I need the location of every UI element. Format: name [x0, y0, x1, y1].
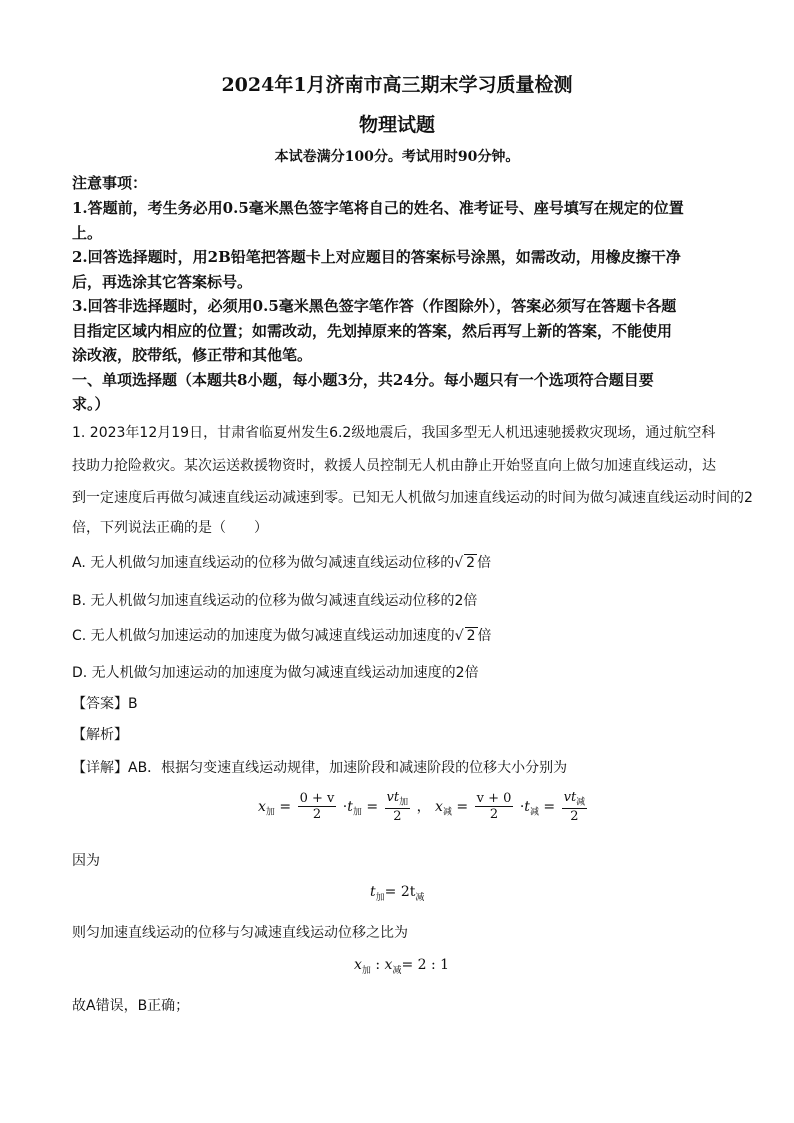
- detail-text: 【详解】AB．根据匀变速直线运动规律，加速阶段和减速阶段的位移大小分别为: [72, 760, 568, 776]
- option-a-tail: 倍: [477, 555, 492, 571]
- section-heading-b: 求。）: [72, 395, 110, 413]
- option-c: [72, 625, 492, 645]
- equation-ratio: $x_加$ : $x_减= 2$ : 1: [354, 957, 450, 976]
- equation-displacements: $x_加$ = $\frac{0 + v}{2}$ $\cdot t_加$ = $\frac{vt_加}{2}$ ， $x_减$ = $\frac{v + 0}{2}$ $\cdot t_减$ = $\frac{vt_减}{2}$: [258, 790, 586, 824]
- question-stem-d: 倍，下列说法正确的是（ ）: [72, 520, 268, 536]
- answer-label: 【答案】B: [72, 696, 138, 712]
- equation-time-relation: $t_加= 2t_减$: [370, 884, 425, 903]
- notice-item-1a: 1.答题前，考生务必用0.5毫米黑色签字笔将自己的姓名、准考证号、座号填写在规定的位置: [72, 199, 684, 217]
- score-note: 本试卷满分100分。考试用时90分钟。: [274, 149, 520, 165]
- question-stem-a: 1. 2023年12月19日，甘肃省临夏州发生6.2级地震后，我国多型无人机迅速驰援救灾现场，通过航空科: [72, 425, 716, 441]
- option-b: B. 无人机做匀加速直线运动的位移为做匀减速直线运动位移的2倍: [72, 593, 478, 609]
- option-a-radicand: 2: [466, 555, 476, 571]
- option-c-radicand: 2: [466, 628, 476, 644]
- option-a-text: A. 无人机做匀加速直线运动的位移为做匀减速直线运动位移的: [72, 555, 455, 571]
- option-c-tail: 倍: [477, 628, 492, 644]
- notice-item-3c: 涂改液，胶带纸，修正带和其他笔。: [72, 346, 313, 364]
- option-a: [72, 552, 491, 572]
- ratio-text: 则匀加速直线运动的位移与匀减速直线运动位移之比为: [72, 925, 408, 941]
- notice-item-3a: 3.回答非选择题时，必须用0.5毫米黑色签字笔作答（作图除外），答案必须写在答题卡各题: [72, 297, 677, 315]
- sqrt-icon: √: [454, 628, 464, 644]
- exam-subtitle: 物理试题: [358, 114, 435, 136]
- option-c-text: C. 无人机做匀加速运动的加速度为做匀减速直线运动加速度的: [72, 628, 455, 644]
- sqrt-icon: √: [454, 555, 464, 571]
- notice-item-1b: 上。: [72, 224, 103, 242]
- question-stem-c: 到一定速度后再做匀减速直线运动减速到零。已知无人机做匀加速直线运动的时间为做匀减速直线运动时间的2: [72, 490, 753, 506]
- because-text: 因为: [72, 853, 100, 869]
- question-stem-b: 技助力抢险救灾。某次运送救援物资时，救援人员控制无人机由静止开始竖直向上做匀加速直线运动，达: [72, 458, 716, 474]
- option-d: D. 无人机做匀加速运动的加速度为做匀减速直线运动加速度的2倍: [72, 665, 479, 681]
- notice-item-2b: 后，再选涂其它答案标号。: [72, 273, 253, 291]
- notice-item-3b: 目指定区域内相应的位置；如需改动，先划掉原来的答案，然后再写上新的答案，不能使用: [72, 322, 673, 340]
- section-heading-a: 一、单项选择题（本题共8小题，每小题3分，共24分。每小题只有一个选项符合题目要: [72, 371, 654, 389]
- exam-title: 2024年1月济南市高三期末学习质量检测: [221, 74, 573, 96]
- conclusion-text: 故A错误，B正确；: [72, 998, 190, 1014]
- analysis-label: 【解析】: [72, 727, 128, 743]
- notice-item-2a: 2.回答选择题时，用2B铅笔把答题卡上对应题目的答案标号涂黑，如需改动，用橡皮擦干净: [72, 248, 681, 266]
- notice-heading: 注意事项：: [72, 174, 148, 192]
